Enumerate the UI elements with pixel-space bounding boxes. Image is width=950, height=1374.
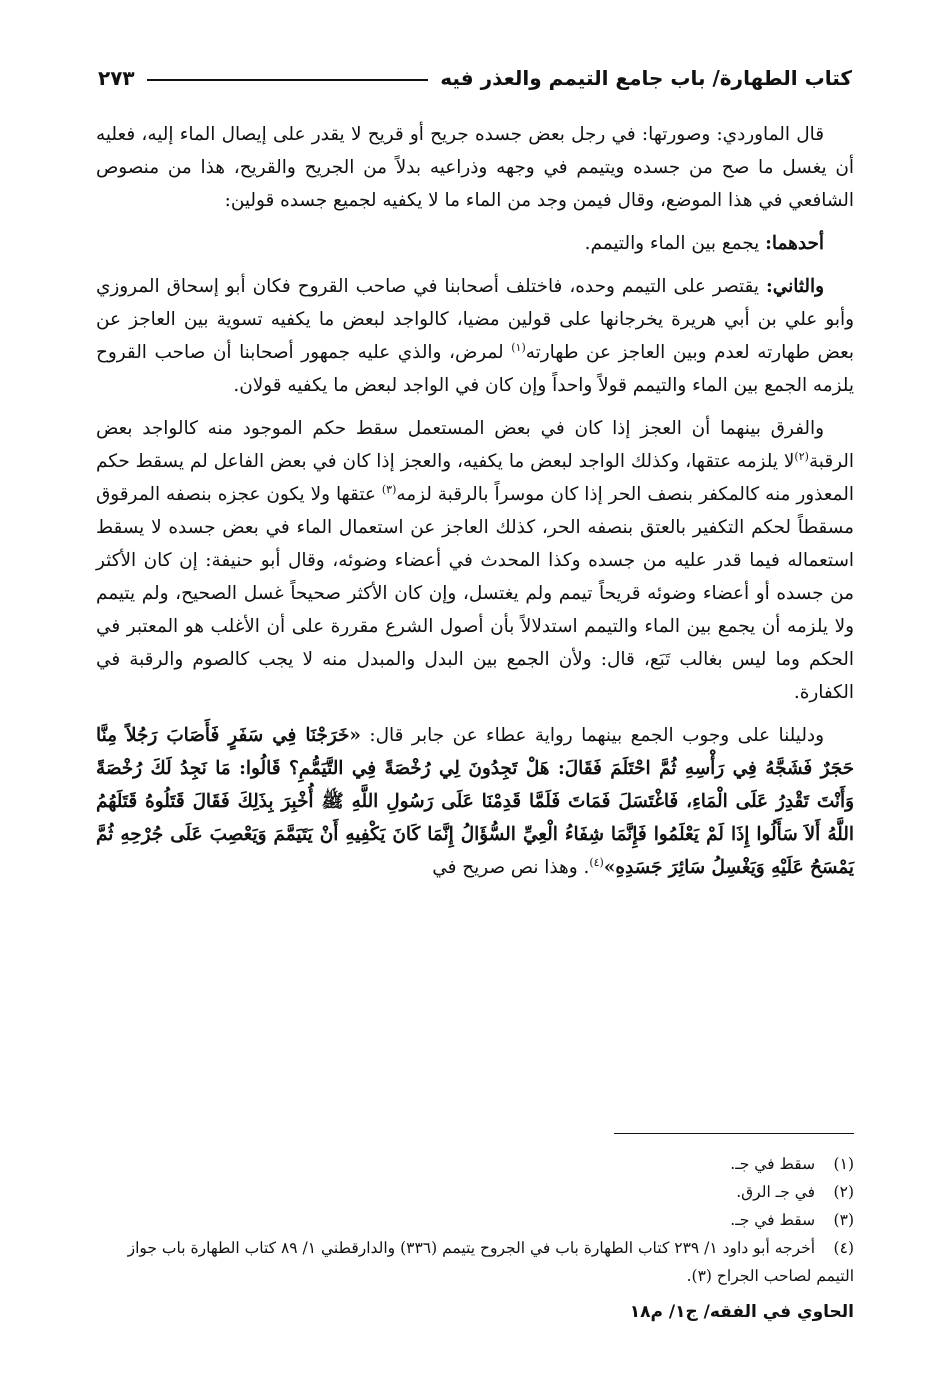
header-title: كتاب الطهارة/ باب جامع التيمم والعذر فيه	[440, 66, 852, 90]
paragraph-3-text-b: لمرض، والذي عليه جمهور أصحابنا أن صاحب القروح يلزمه الجمع بين الماء والتيمم قولاً واحداً وإن كان في الواجد لبعض ما يكفيه قولان.	[96, 342, 854, 396]
paragraph-2	[96, 227, 854, 260]
paragraph-4-text-c: عتقها ولا يكون عجزه بنصفه المرقوق مسقطاً لحكم التكفير بالعتق بنصفه الحر، كذلك العاجز عن استعمال الماء في بعض جسده لا يسقط استعماله فيما قدر عليه من جسده وكذا المحدث في أعضاء وضوئه، وقال أبو حنيفة: إن كان الأكثر من جسده أو أعضاء وضوئه قريحاً تيمم ولم يغتسل، وإن كان الأكثر صحيحاً غسل الصحيح، ولم يتيمم ولا يلزمه أن يجمع بين الماء والتيمم استدلالاً بأن أصول الشرع مقررة على أن الأغلب هو المعتبر في الحكم وما ليس بغالب تَبَع، قال: ولأن الجمع بين البدل والمبدل منه لا يجب كالصوم والرقبة في الكفارة.	[96, 484, 854, 703]
signature-mark: الحاوي في الفقه/ ج١/ م١٨	[629, 1302, 854, 1322]
paragraph-1: قال الماوردي: وصورتها: في رجل بعض جسده جريح أو قريح لا يقدر على إيصال الماء إليه، فعليه أن يغسل ما صح من جسده ويتيمم في وجهه وذراعيه بدلاً من الجريح والقريح، هذا من منصوص الشافعي في هذا الموضع، وقال فيمن وجد من الماء ما لا يكفيه لجميع جسده قولين:	[96, 124, 854, 211]
footnote-text: سقط في جـ.	[730, 1155, 816, 1173]
footnote-ref-1[interactable]: (١)	[511, 340, 526, 354]
paragraph-4-text-a: والفرق بينهما أن العجز إذا كان في بعض المستعمل سقط حكم الموجود منه كالواجد بعض الرقبة	[96, 418, 854, 472]
page-number: ٢٧٣	[98, 66, 135, 90]
hadith-quote: «خَرَجْنَا فِي سَفَرٍ فَأَصَابَ رَجُلاً مِنَّا حَجَرٌ فَشَجَّهُ فِي رَأْسِهِ ثُمَّ احْتَلَمَ فَقَالَ: هَلْ تَجِدُونَ لِي رُخْصَةً فِي التَّيَمُّمِ؟ قَالُوا: مَا نَجِدُ لَكَ رُخْصَةً وَأَنْتَ تَقْدِرُ عَلَى الْمَاءِ، فَاغْتَسَلَ فَمَاتَ فَلَمَّا قَدِمْنَا عَلَى رَسُولِ اللَّهِ ﷺ أُخْبِرَ بِذَلِكَ فَقَالَ قَتَلُوهُ قَتَلَهُمُ اللَّهُ أَلاَ سَأَلُوا إِذَا لَمْ يَعْلَمُوا فَإِنَّمَا شِفَاءُ الْعِيِّ السُّؤَالُ إِنَّمَا كَانَ يَكْفِيهِ أَنْ يَتَيَمَّمَ وَيَعْصِبَ عَلَى جُرْحِهِ ثُمَّ يَمْسَحُ عَلَيْهِ وَيَغْسِلُ سَائِرَ جَسَدِهِ»	[96, 725, 854, 878]
paragraph-3-lead: والثاني:	[766, 276, 824, 297]
footnote-number: (١)	[833, 1155, 854, 1173]
footnotes	[96, 1150, 854, 1290]
paragraph-5	[96, 719, 854, 884]
main-text	[96, 118, 854, 894]
running-header	[98, 58, 852, 98]
footnote-separator	[614, 1133, 854, 1134]
footnote-number: (٢)	[833, 1183, 854, 1201]
paragraph-5-text-a: ودليلنا على وجوب الجمع بينهما رواية عطاء عن جابر قال:	[369, 725, 824, 746]
paragraph-5-text-b: . وهذا نص صريح في	[432, 857, 590, 878]
paragraph-4-text-b: لا يلزمه عتقها، وكذلك الواجد لبعض ما يكفيه، والعجز إذا كان في بعض الفاعل لم يسقط حكم المعذور منه كالمكفر بنصف الحر إذا كان موسراً بالرقبة لزمه	[96, 451, 855, 505]
footnote-text: أخرجه أبو داود ١/ ٢٣٩ كتاب الطهارة باب في الجروح يتيمم (٣٣٦) والدارقطني ١/ ٨٩ كتاب الطهارة باب جواز التيمم لصاحب الجراح (٣).	[127, 1239, 854, 1285]
footnote-number: (٤)	[833, 1239, 854, 1257]
footnote-3	[96, 1206, 854, 1234]
footnote-text: في جـ الرق.	[736, 1183, 816, 1201]
footnote-ref-2[interactable]: (٢)	[794, 449, 809, 463]
paragraph-4	[96, 412, 854, 709]
footnote-text: سقط في جـ.	[730, 1211, 816, 1229]
paragraph-3-text-a: يقتصر على التيمم وحده، فاختلف أصحابنا في صاحب القروح فكان أبو إسحاق المروزي وأبو علي بن أبي هريرة يخرجانها على قولين مضيا، كالواجد لبعض ما يكفيه تسوية بين العاجز عن بعض طهارته لعدم وبين العاجز عن طهارته	[96, 276, 854, 363]
footnote-number: (٣)	[833, 1211, 854, 1229]
paragraph-3	[96, 270, 854, 402]
header-rule	[147, 79, 429, 81]
footnote-ref-4[interactable]: (٤)	[589, 855, 604, 869]
footnote-1	[96, 1150, 854, 1178]
footnote-4	[96, 1234, 854, 1290]
paragraph-2-lead: أحدهما:	[765, 233, 824, 254]
footnote-2	[96, 1178, 854, 1206]
paragraph-2-text: يجمع بين الماء والتيمم.	[584, 233, 760, 254]
footnote-ref-3[interactable]: (٣)	[381, 482, 397, 496]
